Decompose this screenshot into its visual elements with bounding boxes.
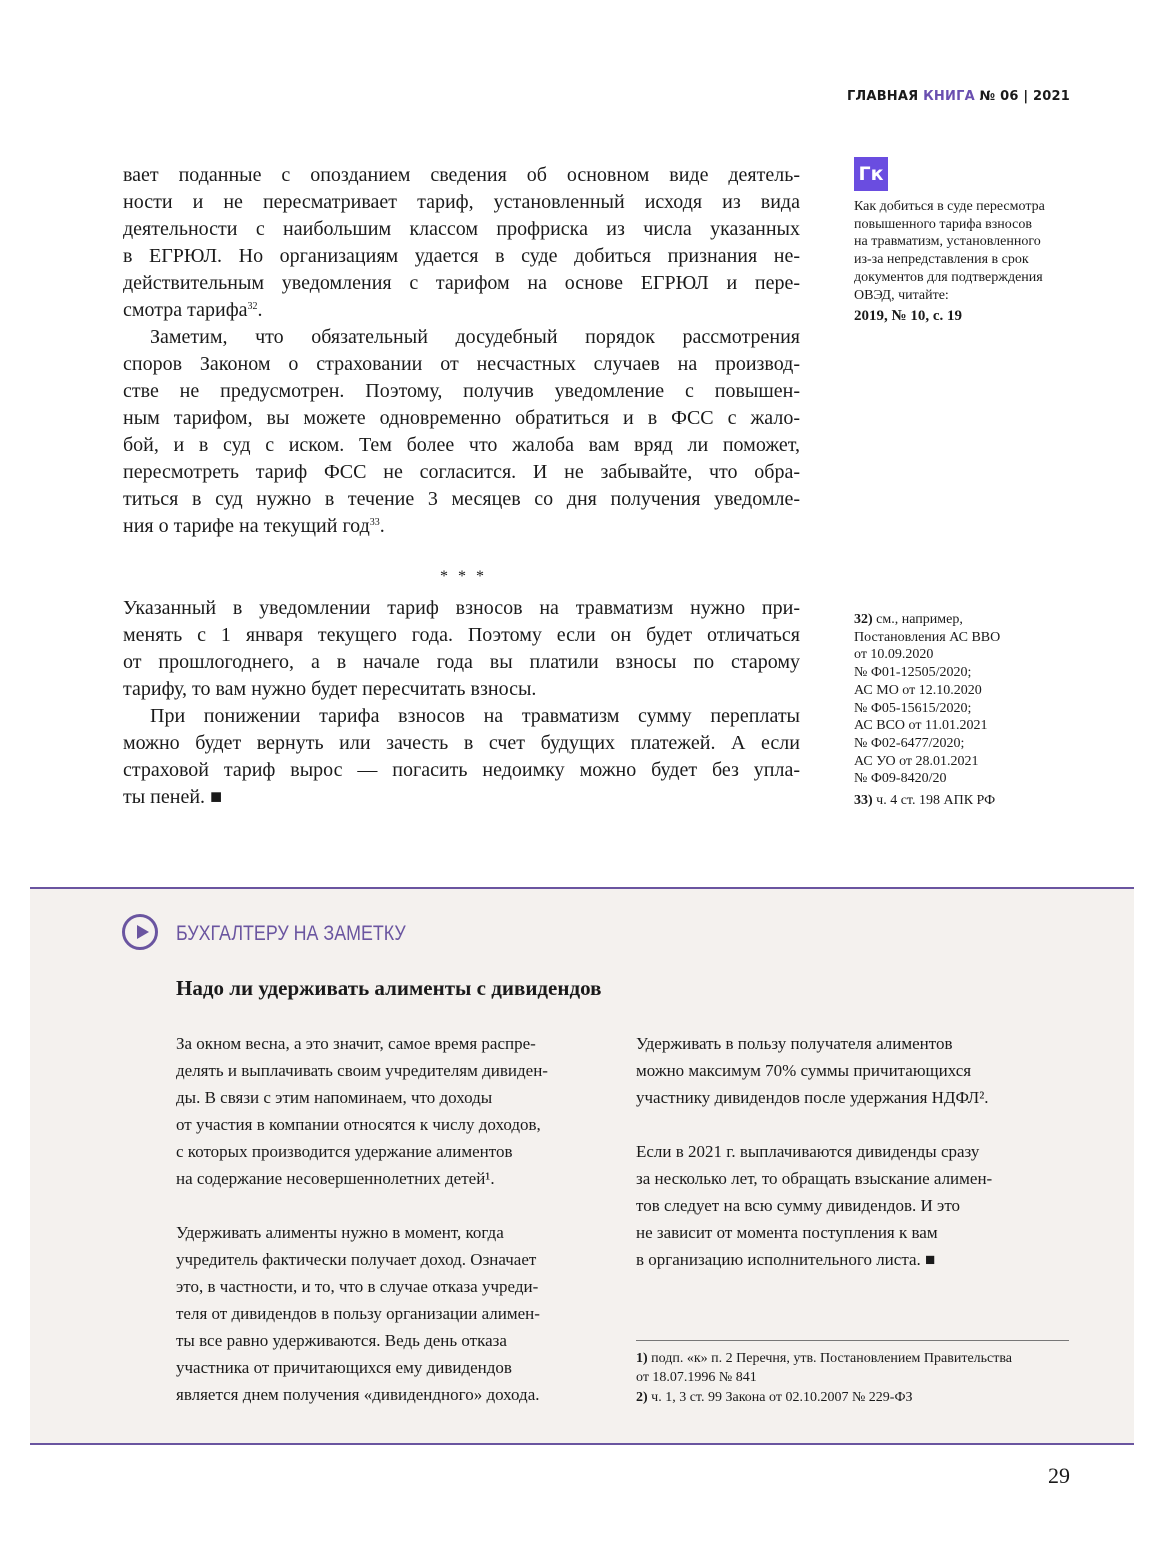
text-line: [123, 405, 800, 432]
footnote-number: 33): [854, 793, 873, 809]
footnote-text: ч. 1, 3 ст. 99 Закона от 02.10.2007 № 229-ФЗ: [647, 1390, 913, 1405]
text-line-content: Заметим, что обязательный досудебный порядок рассмотрения: [150, 326, 800, 348]
main-text-upper: [123, 162, 800, 540]
note-line: из-за непредставления в срок: [854, 252, 1029, 268]
punct: .: [379, 515, 385, 537]
text-line-content: действительным уведомления с тарифом на основе ЕГРЮЛ и пере-: [123, 272, 800, 294]
footnote-text: ч. 4 ст. 198 АПК РФ: [872, 793, 996, 809]
text-line: с которых производится удержание алиментов: [176, 1142, 513, 1161]
text-line: [123, 730, 800, 757]
text-line-content: бой, и в суд с иском. Тем более что жалоба вам вряд ли поможет,: [123, 434, 800, 456]
text-line-content: вает поданные с опозданием сведения об основном виде деятель-: [123, 164, 800, 186]
text-line: это, в частности, и то, что в случае отказа учреди-: [176, 1277, 539, 1296]
text-line: [123, 784, 800, 811]
text-line: [123, 676, 800, 703]
text-line-content: стве не предусмотрен. Поэтому, получив уведомление с повышен-: [123, 380, 800, 402]
magazine-title: ГЛАВНАЯ: [846, 89, 924, 104]
footnote-number: 1): [636, 1351, 648, 1366]
text-line: не зависит от момента поступления к вам: [636, 1223, 938, 1242]
footnote-number: 2): [636, 1390, 648, 1405]
logo-text: Гк: [858, 163, 884, 185]
text-line: За окном весна, а это значит, самое время распре-: [176, 1034, 536, 1053]
footnote-text: от 18.07.1996 № 841: [636, 1370, 757, 1385]
punct: .: [257, 299, 263, 321]
text-line: Удерживать алименты нужно в момент, когда: [176, 1223, 504, 1242]
text-line: учредитель фактически получает доход. Означает: [176, 1250, 537, 1269]
footnote-text: АС ВСО от 11.01.2021: [854, 718, 988, 734]
tip-box-title: Надо ли удерживать алименты с дивидендов: [176, 976, 602, 1000]
footnote-text: подп. «к» п. 2 Перечня, утв. Постановлением Правительства: [647, 1351, 1013, 1366]
sidebar-note: [854, 198, 1094, 326]
text-line: [123, 703, 800, 730]
tip-box-label: БУХГАЛТЕРУ НА ЗАМЕТКУ: [176, 922, 406, 945]
text-line-content: Указанный в уведомлении тариф взносов на травматизм нужно при-: [123, 597, 800, 619]
text-line: [123, 351, 800, 378]
text-line-content: ным тарифом, вы можете одновременно обратиться и в ФСС с жало-: [123, 407, 800, 429]
text-line: [123, 649, 800, 676]
text-line: участнику дивидендов после удержания НДФЛ².: [636, 1088, 989, 1107]
footnote-line: [854, 700, 1094, 718]
tip-right-column: [636, 1030, 1068, 1273]
footnote-line: [854, 664, 1094, 682]
text-line: [123, 486, 800, 513]
main-text-lower: [123, 595, 800, 811]
text-line-content: ния о тарифе на текущий год: [123, 515, 370, 537]
footnote-text: № Ф01-12505/2020;: [854, 665, 972, 681]
text-line: является днем получения «дивидендного» дохода.: [176, 1385, 540, 1404]
footnote-line: [854, 735, 1094, 753]
footnote-line: [854, 629, 1094, 647]
sidebar-footnote: [854, 792, 1094, 810]
play-circle-icon: [122, 914, 158, 950]
text-line: ты все равно удерживаются. Ведь день отказа: [176, 1331, 507, 1350]
text-line: за несколько лет, то обращать взыскание алимен-: [636, 1169, 993, 1188]
footnote-text: № Ф02-6477/2020;: [854, 735, 965, 751]
text-line: в организацию исполнительного листа. ■: [636, 1250, 936, 1269]
note-line: повышенного тарифа взносов: [854, 216, 1032, 232]
footnote-ref: 32: [247, 301, 258, 312]
text-line: участника от причитающихся ему дивидендов: [176, 1358, 512, 1377]
text-line: тов следует на всю сумму дивидендов. И это: [636, 1196, 961, 1215]
text-line-content: смотра тарифа: [123, 299, 248, 321]
text-line: [636, 1111, 1068, 1138]
text-line: [123, 297, 800, 324]
note-line: ОВЭД, читайте:: [854, 287, 949, 303]
footnote-text: см., например,: [872, 612, 963, 627]
sidebar-footnote: [854, 611, 1094, 788]
footnote-line: [854, 753, 1094, 771]
footnote-line: [854, 646, 1094, 664]
text-line: от участия в компании относятся к числу доходов,: [176, 1115, 541, 1134]
text-line-content: споров Законом о страховании от несчастных случаев на производ-: [123, 353, 800, 375]
footnote-text: № Ф05-15615/2020;: [854, 700, 972, 716]
box-footnote-2: [636, 1388, 1076, 1407]
footnote-text: АС УО от 28.01.2021: [854, 753, 979, 769]
footnote-text: от 10.09.2020: [854, 647, 934, 663]
text-line: можно максимум 70% суммы причитающихся: [636, 1061, 972, 1080]
text-line-content: ности и не пересматривает тариф, установленный исходя из вида: [123, 191, 800, 213]
text-line: Удерживать в пользу получателя алиментов: [636, 1034, 953, 1053]
text-line-content: тарифу, то вам нужно будет пересчитать взносы.: [123, 678, 537, 700]
text-line-content: от прошлогоднего, а в начале года вы платили взносы по старому: [123, 651, 800, 673]
text-line: [123, 216, 800, 243]
text-line: делять и выплачивать своим учредителям дивиден-: [176, 1061, 548, 1080]
text-line: Если в 2021 г. выплачиваются дивиденды сразу: [636, 1142, 980, 1161]
text-line: [123, 243, 800, 270]
gk-logo-icon: [854, 157, 888, 191]
section-separator: * * *: [440, 568, 487, 585]
footnote-divider: [636, 1340, 1069, 1341]
text-line: [123, 270, 800, 297]
text-line-content: пересмотреть тариф ФСС не согласится. И не забывайте, что обра-: [123, 461, 800, 483]
text-line: [123, 378, 800, 405]
text-line: [123, 459, 800, 486]
running-header: [847, 89, 1070, 104]
text-line: [123, 622, 800, 649]
text-line: [123, 757, 800, 784]
tip-left-column: [176, 1030, 608, 1408]
page-number: 29: [1048, 1463, 1070, 1488]
text-line-content: титься в суд нужно в течение 3 месяцев со дня получения уведомле-: [123, 488, 800, 510]
text-line: [176, 1192, 608, 1219]
text-line: теля от дивидендов в пользу организации алимен-: [176, 1304, 540, 1323]
footnote-line: [854, 611, 1094, 629]
note-line: документов для подтверждения: [854, 269, 1043, 285]
text-line: [123, 513, 800, 540]
footnote-line: [854, 770, 1094, 788]
text-line: [123, 595, 800, 622]
text-line-content: можно будет вернуть или зачесть в счет будущих платежей. А если: [123, 732, 800, 754]
note-line: на травматизм, установленного: [854, 234, 1041, 250]
magazine-title-accent: КНИГА: [923, 89, 975, 104]
text-line: [123, 189, 800, 216]
footnote-text: Постановления АС ВВО: [854, 629, 1001, 645]
issue-number: № 06 | 2021: [974, 89, 1070, 104]
text-line-content: в ЕГРЮЛ. Но организациям удается в суде добиться признания не-: [123, 245, 800, 267]
text-line: на содержание несовершеннолетних детей¹.: [176, 1169, 495, 1188]
footnote-text: № Ф09-8420/20: [854, 771, 947, 787]
sidebar-footnotes: [854, 611, 1094, 810]
footnote-ref: 33: [369, 517, 380, 528]
text-line: [123, 324, 800, 351]
footnote-text: АС МО от 12.10.2020: [854, 682, 982, 698]
box-footnote-1: [636, 1349, 1076, 1387]
footnote-line: [854, 792, 1094, 810]
text-line-content: ты пеней. ■: [123, 786, 223, 808]
note-reference: 2019, № 10, с. 19: [854, 308, 962, 325]
text-line: ды. В связи с этим напоминаем, что доходы: [176, 1088, 493, 1107]
text-line: [123, 162, 800, 189]
text-line: [123, 432, 800, 459]
footnote-line: [854, 682, 1094, 700]
note-line: Как добиться в суде пересмотра: [854, 199, 1045, 214]
text-line-content: деятельности с наибольшим классом профриска из числа указанных: [123, 218, 800, 240]
text-line-content: При понижении тарифа взносов на травматизм сумму переплаты: [150, 705, 800, 727]
text-line-content: страховой тариф вырос — погасить недоимку можно будет без упла-: [123, 759, 800, 781]
footnote-line: [854, 717, 1094, 735]
footnote-number: 32): [854, 612, 873, 627]
text-line-content: менять с 1 января текущего года. Поэтому если он будет отличаться: [123, 624, 800, 646]
